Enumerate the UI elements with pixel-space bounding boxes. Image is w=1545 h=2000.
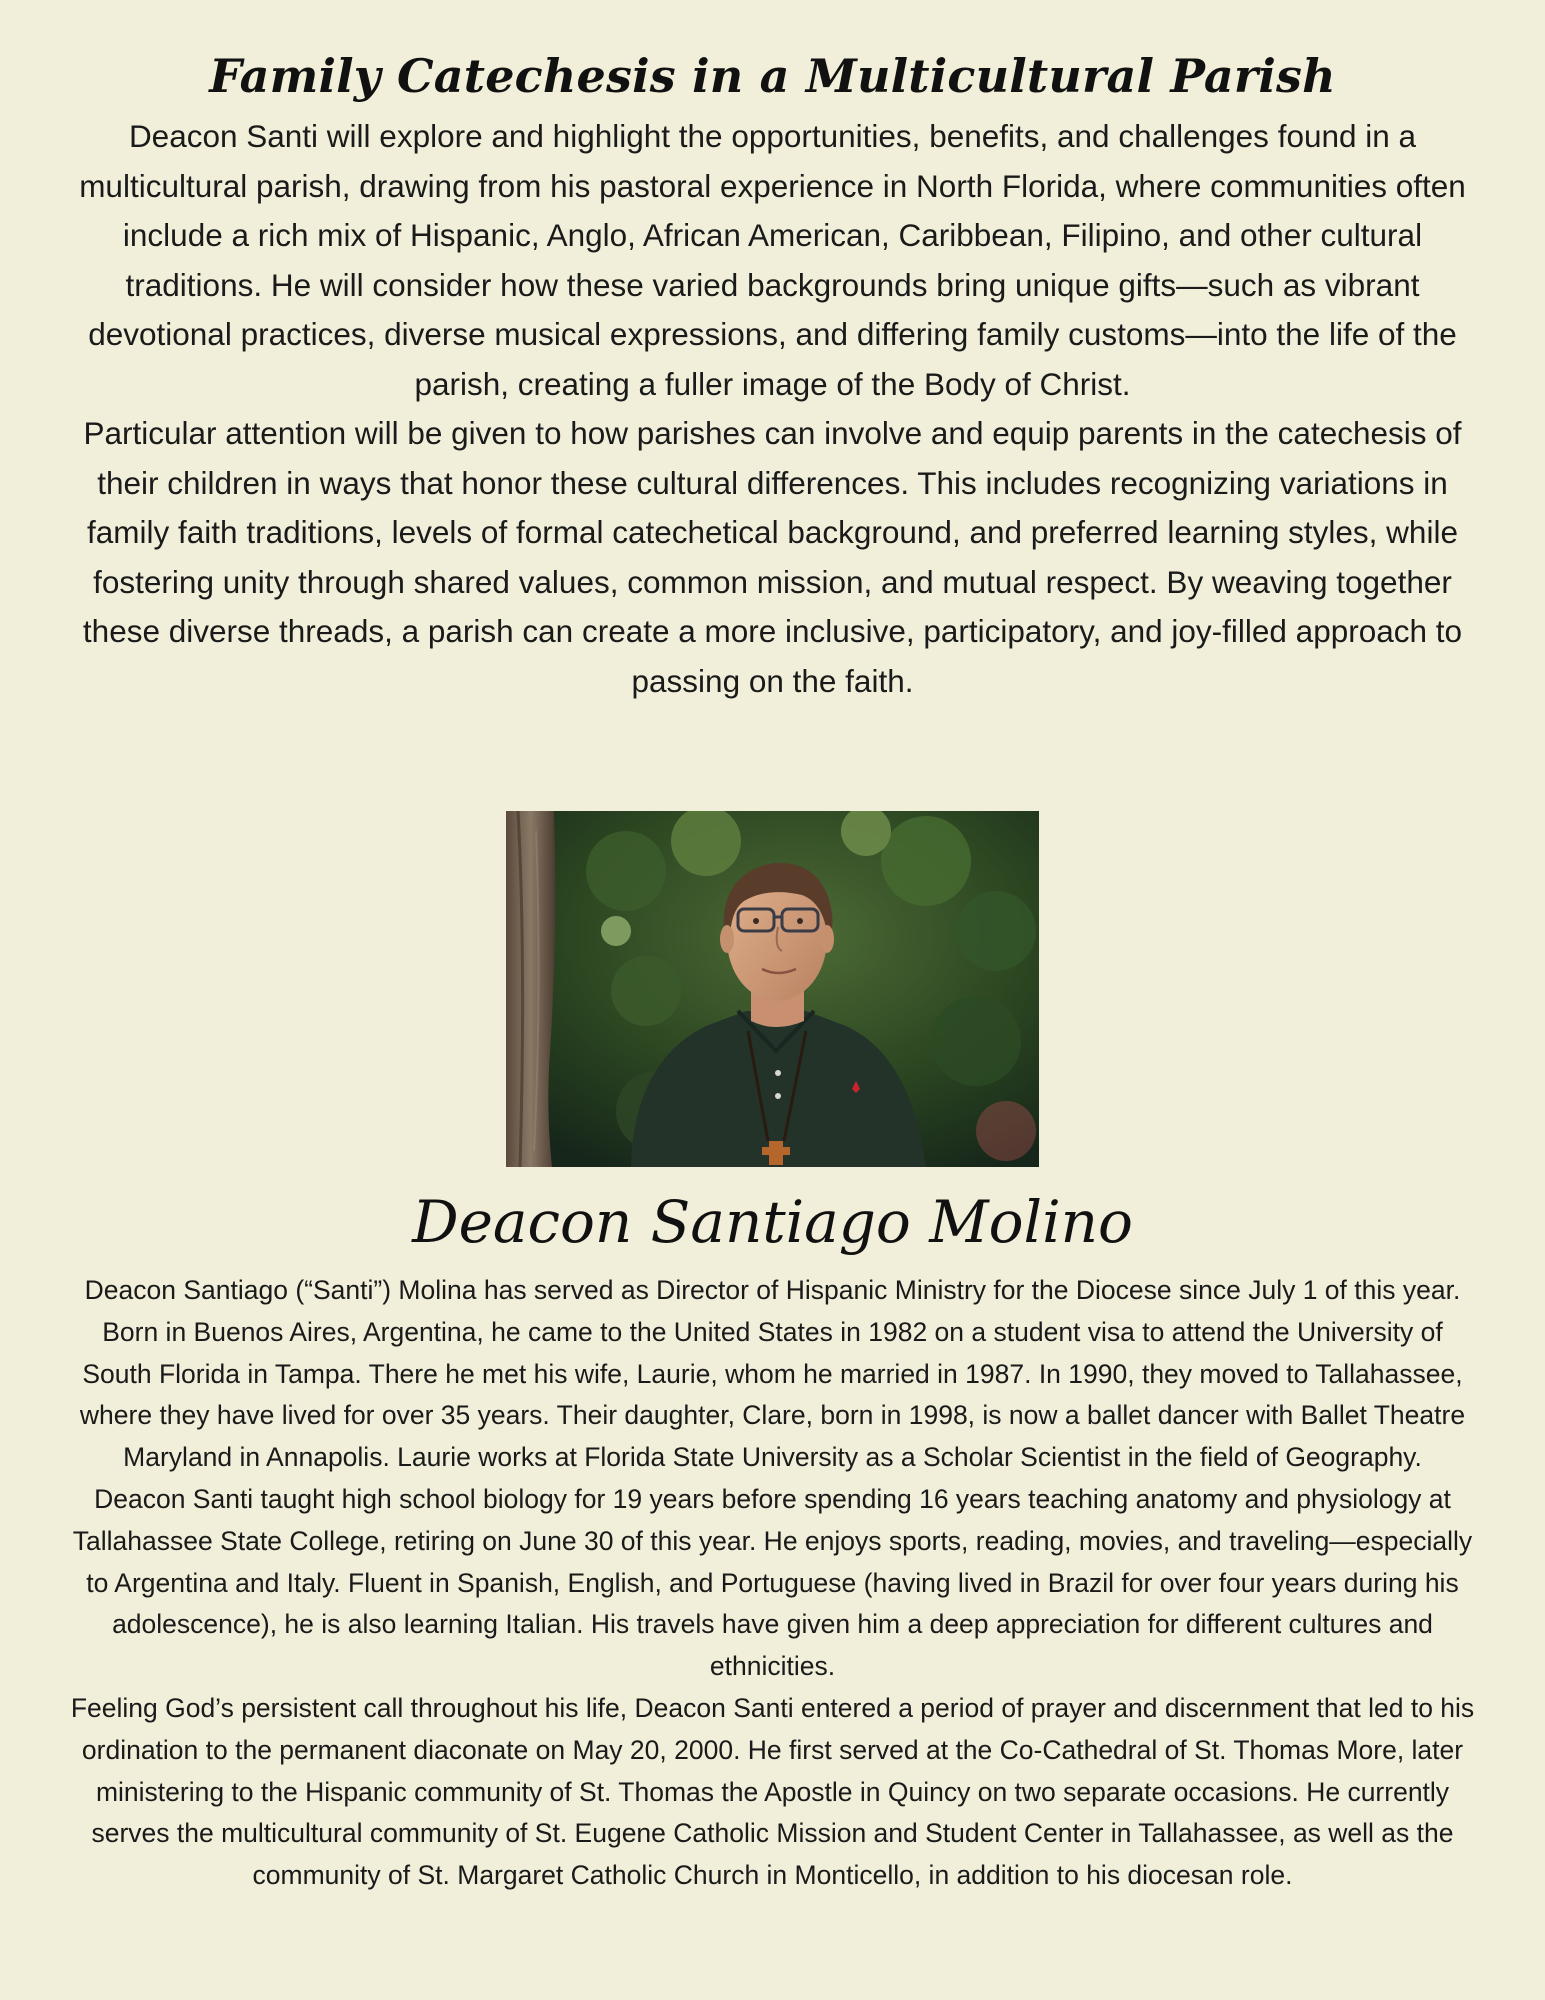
speaker-portrait-photo	[506, 811, 1039, 1167]
portrait-photo-icon	[506, 811, 1039, 1167]
bio-paragraph-2: Deacon Santi taught high school biology for 19 years before spending 16 years teaching anatomy and physiology at Tallahassee State College, retiring on June 30 of this year. He enjoys sports, reading, movies, and traveling—especially to Argentina and Italy. Fluent in Spanish, English, and Portuguese (having lived in Brazil for over four years during his adolescence), he is also learning Italian. His travels have given him a deep appreciation for different cultures and ethnicities.	[72, 1483, 1473, 1682]
bio-paragraph-1: Deacon Santiago (“Santi”) Molina has served as Director of Hispanic Ministry for the Diocese since July 1 of this year. Born in Buenos Aires, Argentina, he came to the United States in 1982 on a student visa to attend the University of South Florida in Tampa. There he met his wife, Laurie, whom he married in 1987. In 1990, they moved to Tallahassee, where they have lived for over 35 years. Their daughter, Clare, born in 1998, is now a ballet dancer with Ballet Theatre Maryland in Annapolis. Laurie works at Florida State University as a Scholar Scientist in the field of Geography.	[79, 1275, 1466, 1473]
speaker-biography	[70, 1270, 1475, 1897]
talk-description	[74, 112, 1471, 706]
talk-paragraph-1: Deacon Santi will explore and highlight the opportunities, benefits, and challenges found in a multicultural parish, drawing from his pastoral experience in North Florida, where communities often include a rich mix of Hispanic, Anglo, African American, Caribbean, Filipino, and other cultural traditions. He will consider how these varied backgrounds bring unique gifts—such as vibrant devotional practices, diverse musical expressions, and differing family customs—into the life of the parish, creating a fuller image of the Body of Christ.	[79, 118, 1466, 402]
bio-paragraph-3: Feeling God’s persistent call throughout his life, Deacon Santi entered a period of prayer and discernment that led to his ordination to the permanent diaconate on May 20, 2000. He first served at the Co-Cathedral of St. Thomas More, later ministering to the Hispanic community of St. Thomas the Apostle in Quincy on two separate occasions. He currently serves the multicultural community of St. Eugene Catholic Mission and Student Center in Tallahassee, as well as the community of St. Margaret Catholic Church in Monticello, in addition to his diocesan role.	[70, 1692, 1475, 1891]
talk-title: Family Catechesis in a Multicultural Parish	[209, 49, 1336, 103]
speaker-name: Deacon Santiago Molino	[412, 1188, 1133, 1256]
talk-paragraph-2: Particular attention will be given to how parishes can involve and equip parents in the catechesis of their children in ways that honor these cultural differences. This includes recognizing variations in family faith traditions, levels of formal catechetical background, and preferred learning styles, while fostering unity through shared values, common mission, and mutual respect. By weaving together these diverse threads, a parish can create a more inclusive, participatory, and joy-filled approach to passing on the faith.	[82, 415, 1463, 699]
